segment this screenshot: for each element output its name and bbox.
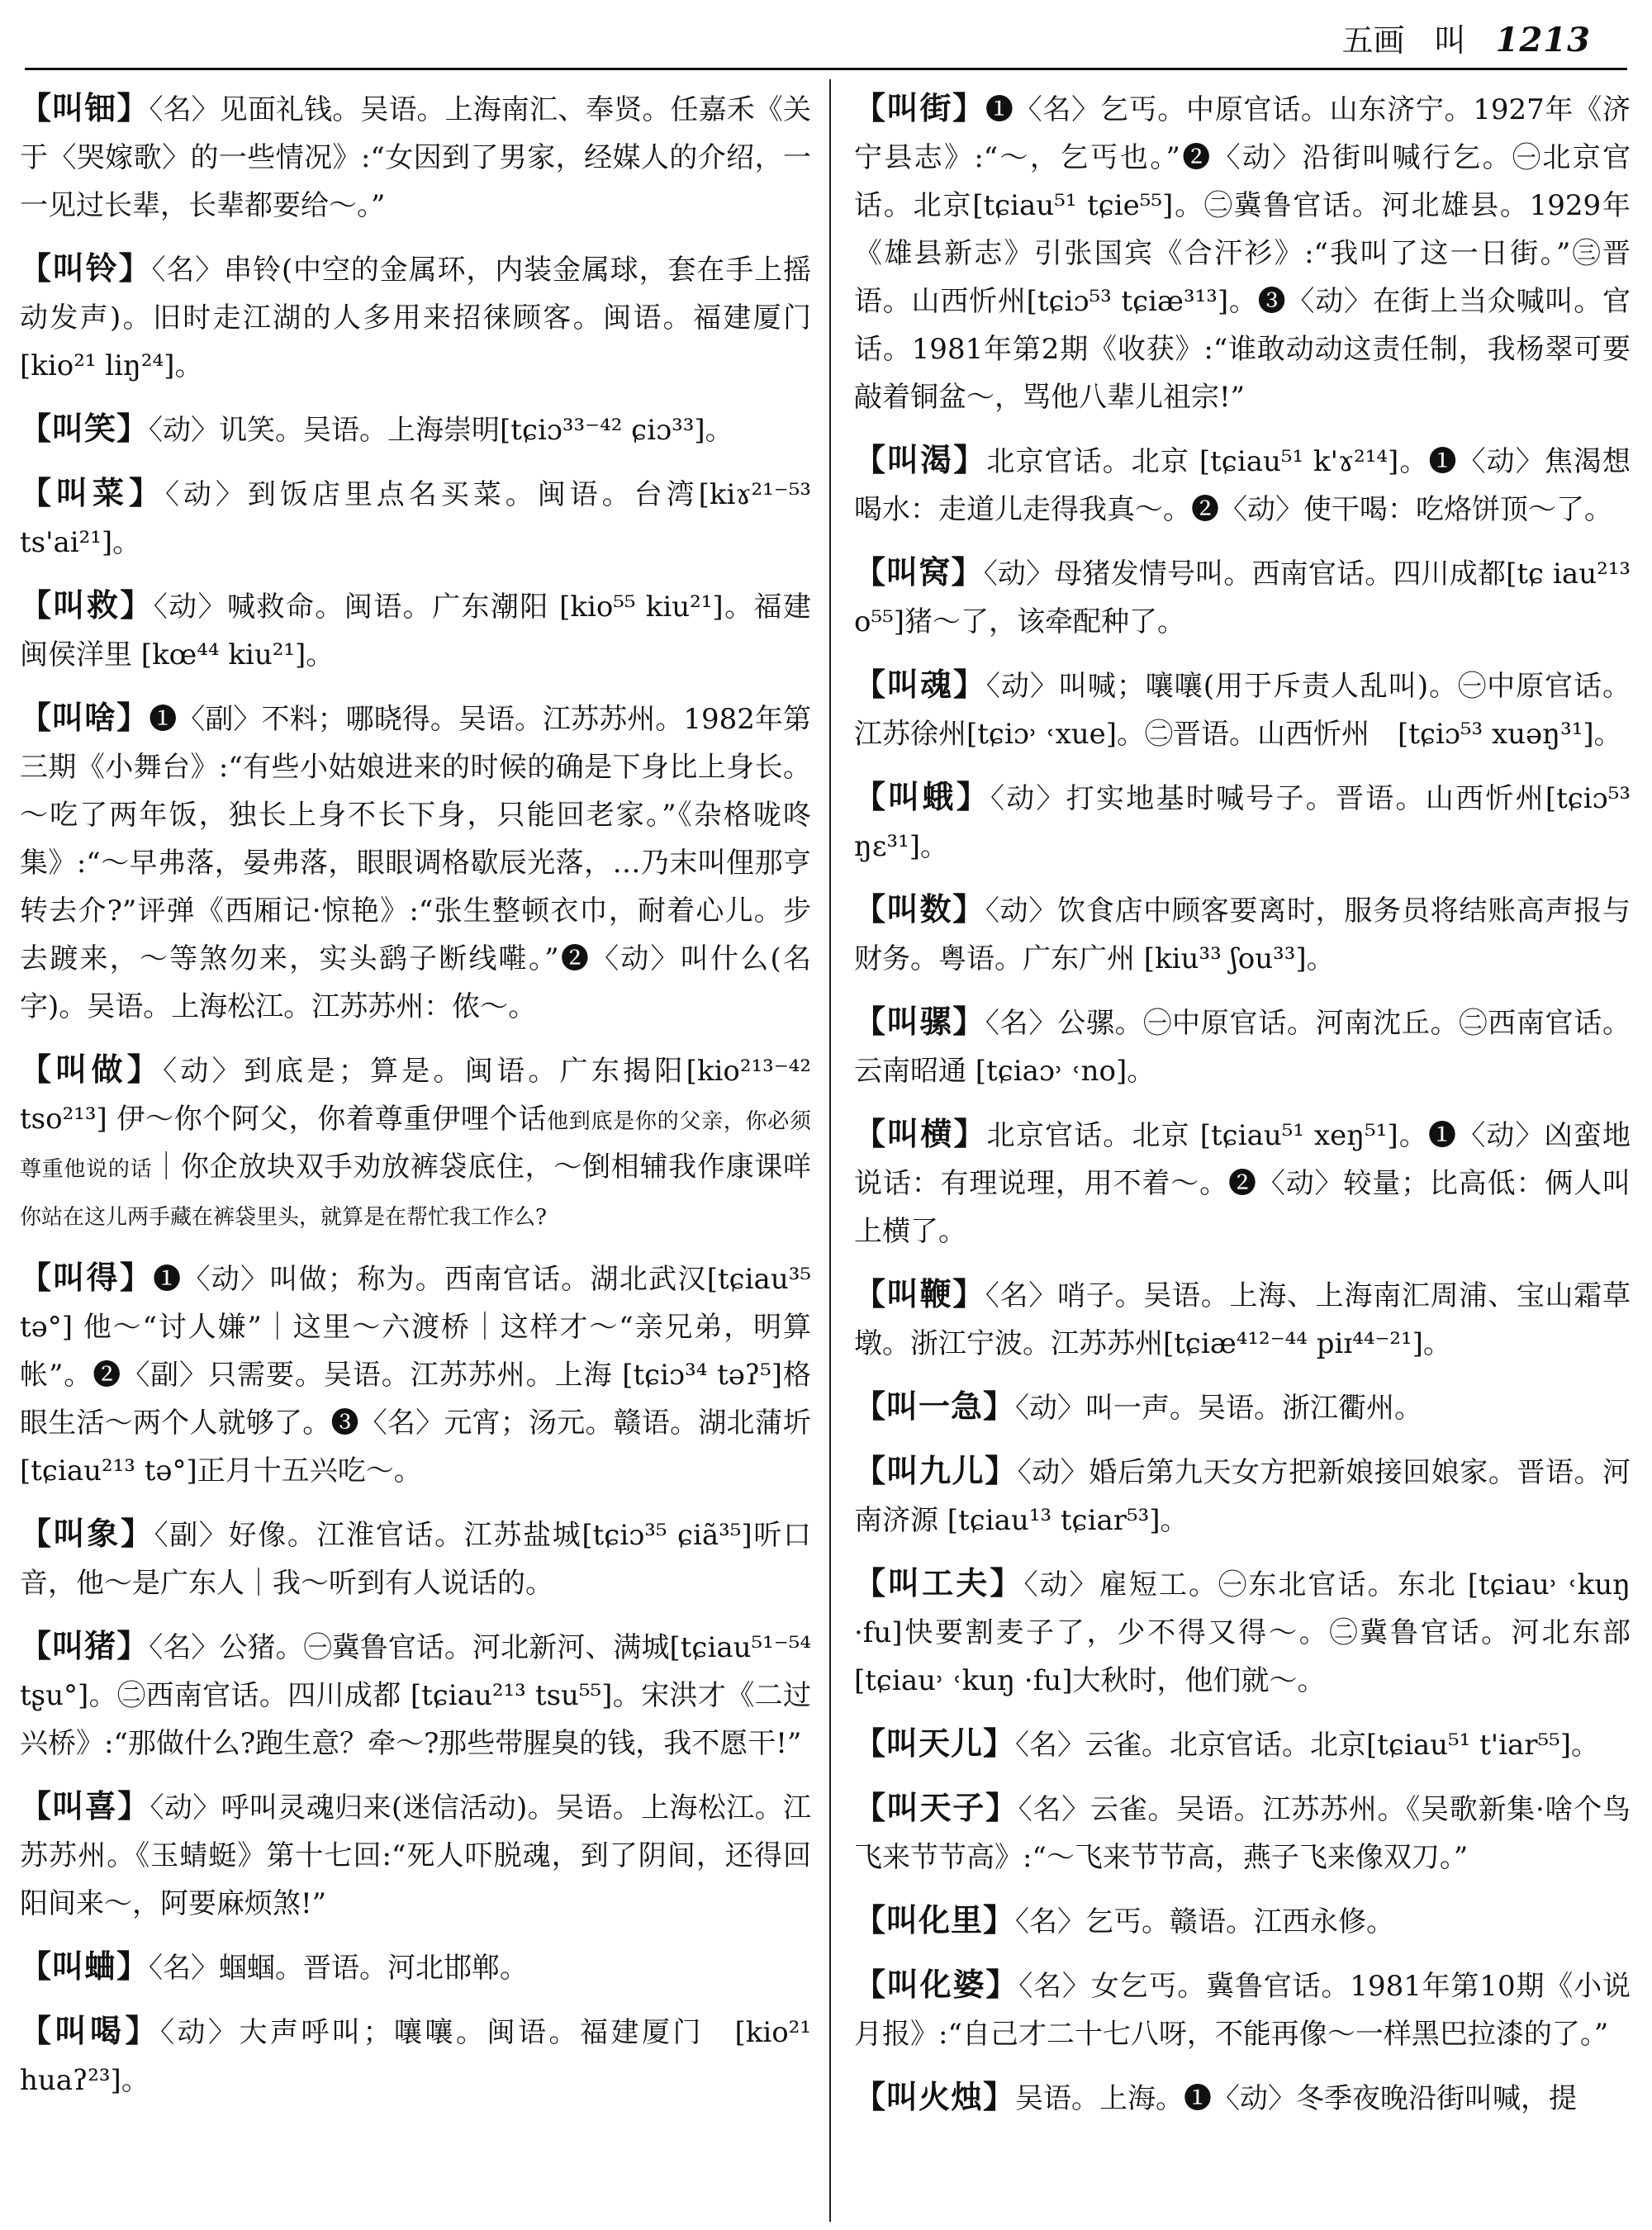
- entry: [854, 2073, 1631, 2123]
- headword: 【叫喜】: [20, 1787, 150, 1824]
- definition: 〈动〉母猪发情号叫。西南官话。四川成都[tɕ iau²¹³ o⁵⁵]猪～了，该牵配种了。: [854, 558, 1631, 638]
- headword: 【叫天子】: [854, 1789, 1018, 1826]
- headword: 【叫天儿】: [854, 1725, 1016, 1762]
- entry: [854, 885, 1631, 983]
- entry: [854, 436, 1631, 534]
- definition: 〈动〉打实地基时喊号子。晋语。山西忻州[tɕiɔ⁵³ ŋɛ³¹]。: [854, 782, 1631, 863]
- definition: 〈动〉婚后第九天女方把新娘接回娘家。晋语。河南济源 [tɕiau¹³ tɕiar⁵³]。: [854, 1456, 1631, 1537]
- entry: [20, 581, 811, 679]
- entry: [20, 405, 811, 454]
- entry: [20, 1622, 811, 1767]
- definition: 〈名〉乞丐。赣语。江西永修。: [1015, 1905, 1395, 1938]
- definition: 〈名〉云雀。北京官话。北京[tɕiau⁵¹ t'iar⁵⁵]。: [1015, 1729, 1600, 1762]
- section-label: 五画: [1341, 22, 1405, 59]
- entry: [854, 1383, 1631, 1432]
- headword: 【叫鞭】: [854, 1275, 985, 1312]
- entry: [854, 1270, 1631, 1368]
- definition: 〈名〉云雀。吴语。江苏苏州。《吴歌新集·啥个鸟飞来节节高》:“～飞来节节高，燕子飞来像双刀。”: [854, 1793, 1631, 1874]
- definition: 〈副〉好像。江淮官话。江苏盐城[tɕiɔ³⁵ ɕiã³⁵]听口音，他～是广东人｜我～听到有人说话的。: [20, 1519, 811, 1600]
- headword: 【叫蛾】: [854, 778, 991, 815]
- headword: 【叫火烛】: [854, 2078, 1016, 2115]
- head-character: 叫: [1434, 22, 1466, 59]
- entry: [854, 548, 1631, 646]
- headword: 【叫蛐】: [20, 1948, 150, 1985]
- definition: ❶〈动〉叫做；称为。西南官话。湖北武汉[tɕiau³⁵ tə°] 他～“讨人嫌”｜这里～六渡桥｜这样才～“亲兄弟，明算帐”。❷〈副〉只需要。吴语。江苏苏州。上海 [tɕiɔ³⁴ təʔ⁵]格眼生活～两个人就够了。❸〈名〉元宵；汤元。赣语。湖北蒲圻 [tɕiau²¹³ tə°]正月十五兴吃～。: [20, 1263, 811, 1487]
- headword: 【叫窝】: [854, 553, 984, 591]
- headword: 【叫啥】: [20, 699, 150, 736]
- headword: 【叫一急】: [854, 1388, 1016, 1425]
- entry: [20, 244, 811, 390]
- headword: 【叫铃】: [20, 249, 152, 287]
- headword: 【叫魂】: [854, 666, 986, 703]
- headword: 【叫骡】: [854, 1003, 985, 1040]
- definition: 〈名〉公骡。㊀中原官话。河南沈丘。㊁西南官话。云南昭通 [tɕiaɔ˒ ˓no]。: [854, 1007, 1631, 1088]
- entry: [854, 1110, 1631, 1255]
- entry: [20, 469, 811, 567]
- entry: [20, 1782, 811, 1928]
- entry: [854, 1961, 1631, 2058]
- entry: [20, 1943, 811, 1992]
- headword: 【叫做】: [20, 1051, 164, 1088]
- entry: [854, 1559, 1631, 1705]
- headword: 【叫街】: [854, 89, 985, 126]
- headword: 【叫数】: [854, 890, 985, 928]
- headword: 【叫横】: [854, 1115, 987, 1152]
- definition: 〈动〉呼叫灵魂归来(迷信活动)。吴语。上海松江。江苏苏州。《玉蜻蜓》第十七回:“死人吓脱魂，到了阴间，还得回阳间来～，阿要麻烦煞!”: [20, 1791, 811, 1920]
- definition: 北京官话。北京 [tɕiau⁵¹ xeŋ⁵¹]。❶〈动〉凶蛮地说话：有理说理，用不着～。❷〈动〉较量；比高低：俩人叫上横了。: [854, 1119, 1631, 1248]
- header-rule: [25, 68, 1627, 70]
- headword: 【叫化里】: [854, 1901, 1016, 1938]
- headword: 【叫猪】: [20, 1627, 150, 1664]
- entry: [854, 1896, 1631, 1946]
- headword: 【叫菜】: [20, 474, 165, 511]
- definition: 〈名〉哨子。吴语。上海、上海南汇周浦、宝山霜草墩。浙江宁波。江苏苏州[tɕiæ⁴¹²⁻⁴⁴ piɪ⁴⁴⁻²¹]。: [854, 1279, 1631, 1360]
- definition: 〈名〉女乞丐。冀鲁官话。1981年第10期《小说月报》:“自己才二十七八呀，不能再像～一样黑巴拉漆的了。”: [854, 1970, 1631, 2051]
- definition: 〈名〉见面礼钱。吴语。上海南汇、奉贤。任嘉禾《关于〈哭嫁歌〉的一些情况》:“女因到了男家，经媒人的介绍，一一见过长辈，长辈都要给～。”: [20, 93, 811, 222]
- definition: 〈名〉公猪。㊀冀鲁官话。河北新河、满城[tɕiau⁵¹⁻⁵⁴ tʂu°]。㊁西南官话。四川成都 [tɕiau²¹³ tsu⁵⁵]。宋洪才《二过兴桥》:“那做什么?跑生意？牵～?那些带腥臭的钱，我不愿干!”: [20, 1631, 811, 1760]
- definition: 〈名〉蝈蝈。晋语。河北邯郸。: [149, 1952, 529, 1985]
- running-head: [1342, 15, 1591, 60]
- entry: [854, 661, 1631, 758]
- gloss-note: 他到底是你的父亲，你必须尊重他说的话: [20, 1109, 811, 1182]
- headword: 【叫救】: [20, 586, 154, 624]
- definition: 〈动〉喊救命。闽语。广东潮阳 [kio⁵⁵ kiu²¹]。福建闽侯洋里 [kœ⁴⁴ kiu²¹]。: [20, 591, 811, 671]
- entry: [854, 1447, 1631, 1544]
- headword: 【叫工夫】: [854, 1564, 1024, 1601]
- entry: [20, 84, 811, 230]
- entry: [854, 1720, 1631, 1769]
- headword: 【叫钿】: [20, 89, 150, 126]
- definition-cont: ｜你企放块双手劝放裤袋底住，～倒相辅我作康课咩: [152, 1151, 811, 1184]
- definition: 吴语。上海。❶〈动〉冬季夜晚沿街叫喊，提: [1015, 2082, 1578, 2115]
- page-number: 1213: [1495, 21, 1591, 59]
- headword: 【叫九儿】: [854, 1452, 1018, 1489]
- definition: 〈动〉叫一声。吴语。浙江衢州。: [1015, 1392, 1423, 1425]
- entry: [20, 1510, 811, 1607]
- entry: [20, 1046, 811, 1239]
- gloss-note: 你站在这儿两手藏在裤袋里头，就算是在帮忙我工作么?: [20, 1205, 547, 1230]
- headword: 【叫笑】: [20, 410, 150, 447]
- definition: ❶〈名〉乞丐。中原官话。山东济宁。1927年《济宁县志》:“～，乞丐也。”❷〈动〉沿街叫喊行乞。㊀北京官话。北京[tɕiau⁵¹ tɕie⁵⁵]。㊁冀鲁官话。河北雄县。1929年《雄县新志》引张国宾《合汗衫》:“我叫了这一日街。”㊂晋语。山西忻州[tɕiɔ⁵³ tɕiæ³¹³]。❸〈动〉在街上当众喊叫。官话。1981年第2期《收获》:“谁敢动动这责任制，我杨翠可要敲着铜盆～，骂他八辈儿祖宗!”: [854, 93, 1631, 414]
- definition: 北京官话。北京 [tɕiau⁵¹ k'ɤ²¹⁴]。❶〈动〉焦渴想喝水：走道儿走得我真～。❷〈动〉使干喝：吃烙饼顶～了。: [854, 445, 1631, 526]
- definition: ❶〈副〉不料；哪晓得。吴语。江苏苏州。1982年第三期《小舞台》:“有些小姑娘进来的时候的确是下身比上身长。～吃了两年饭，独长上身不长下身，只能回老家。”《杂格咙咚集》:“～早弗落，晏弗落，眼眼调格歇辰光落，…乃末叫俚那亨转去介?”评弹《西厢记·惊艳》:“张生整顿衣巾，耐着心儿。步去踱来，～等煞勿来，实头鹞子断线嚡。”❷〈动〉叫什么(名字)。吴语。上海松江。江苏苏州：侬～。: [20, 703, 811, 1023]
- headword: 【叫渴】: [854, 441, 987, 478]
- entry: [20, 1254, 811, 1495]
- headword: 【叫喝】: [20, 2012, 161, 2049]
- definition: 〈动〉叫喊；嚷嚷(用于斥责人乱叫)。㊀中原官话。江苏徐州[tɕiɔ˒ ˓xue]。㊁晋语。山西忻州 [tɕiɔ⁵³ xuəŋ³¹]。: [854, 670, 1631, 751]
- definition: 〈名〉串铃(中空的金属环，内装金属球，套在手上摇动发声)。旧时走江湖的人多用来招徕顾客。闽语。福建厦门 [kio²¹ liŋ²⁴]。: [20, 254, 811, 382]
- entry: [854, 998, 1631, 1095]
- definition: 〈动〉雇短工。㊀东北官话。东北 [tɕiau˒ ˓kuŋ ·fu]快要割麦子了，少不得又得～。㊁冀鲁官话。河北东部[tɕiau˒ ˓kuŋ ·fu]大秋时，他们就～。: [854, 1568, 1631, 1697]
- column-divider: [829, 79, 831, 2222]
- definition: 〈动〉到底是；算是。闽语。广东揭阳[kio²¹³⁻⁴² tso²¹³] 伊～你个阿父，你着尊重伊哩个话: [20, 1055, 811, 1136]
- entry: [854, 1784, 1631, 1881]
- left-column: [20, 84, 811, 2119]
- entry: [20, 2007, 811, 2104]
- entry: [854, 84, 1631, 421]
- definition: 〈动〉大声呼叫；嚷嚷。闽语。福建厦门 [kio²¹ huaʔ²³]。: [20, 2016, 811, 2097]
- right-column: [854, 84, 1631, 2137]
- headword: 【叫象】: [20, 1515, 154, 1552]
- definition: 〈动〉饮食店中顾客要离时，服务员将结账高声报与财务。粤语。广东广州 [kiu³³ ʃou³³]。: [854, 894, 1631, 975]
- definition: 〈动〉讥笑。吴语。上海崇明[tɕiɔ³³⁻⁴² ɕiɔ³³]。: [149, 414, 733, 447]
- entry: [20, 694, 811, 1031]
- definition: 〈动〉到饭店里点名买菜。闽语。台湾[kiɤ²¹⁻⁵³ ts'ai²¹]。: [20, 478, 811, 559]
- headword: 【叫得】: [20, 1259, 154, 1296]
- entry: [854, 773, 1631, 871]
- headword: 【叫化婆】: [854, 1966, 1019, 2003]
